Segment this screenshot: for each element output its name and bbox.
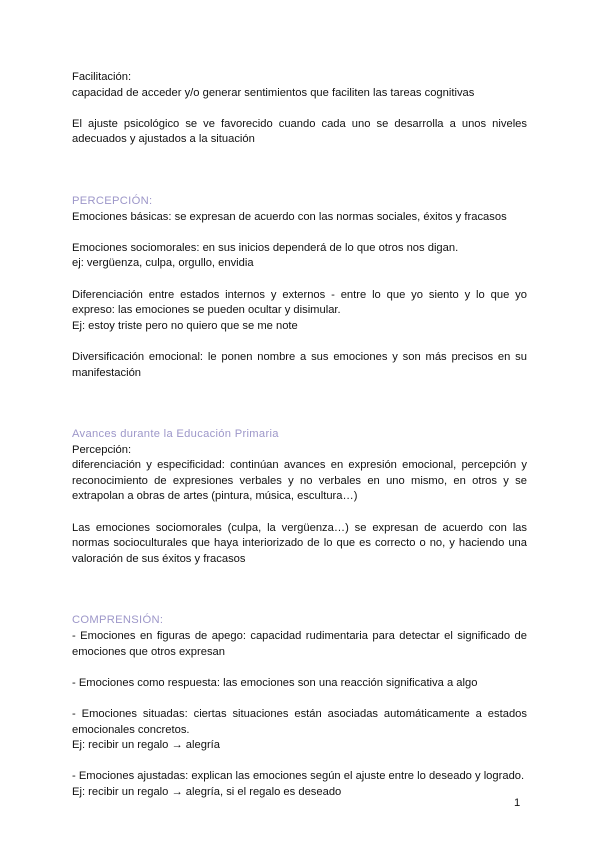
emociones-apego: - Emociones en figuras de apego: capacidad rudimentaria para detectar el significado de emociones que otros expresan <box>72 630 527 658</box>
percepcion-heading: PERCEPCIÓN: <box>72 194 153 207</box>
diferenciacion-example: Ej: estoy triste pero no quiero que se me note <box>72 319 298 332</box>
emociones-sociomorales-example: ej: vergüenza, culpa, orgullo, envidia <box>72 257 254 270</box>
ajuste-paragraph: El ajuste psicológico se ve favorecido cuando cada uno se desarrolla a unos niveles adecuados y ajustados a la situación <box>72 117 527 146</box>
facilitacion-definition: capacidad de acceder y/o generar sentimientos que faciliten las tareas cognitivas <box>72 86 475 99</box>
emociones-situadas-example: Ej: recibir un regalo → alegría <box>72 739 220 752</box>
diversificacion-paragraph: Diversificación emocional: le ponen nombre a sus emociones y son más precisos en su manifestación <box>72 350 527 379</box>
diferenciacion-paragraph: Diferenciación entre estados internos y externos - entre lo que yo siento y lo que yo expreso: las emociones se pueden ocultar y disimular. <box>72 288 527 317</box>
avances-sociomorales: Las emociones sociomorales (culpa, la vergüenza…) se expresan de acuerdo con las normas socioculturales que haya interiorizado de lo que es correcto o no, y haciendo una valoración de sus éxitos y fracasos <box>72 521 527 565</box>
avances-diferenciacion: diferenciación y especificidad: continúan avances en expresión emocional, percepción y reconocimiento de expresiones verbales y no verbales en uno mismo, en otros y se extrapolan a obras de artes (pintura, música, escultura…) <box>72 459 527 503</box>
emociones-ajustadas-example: Ej: recibir un regalo → alegría, si el regalo es deseado <box>72 785 342 798</box>
emociones-ajustadas: - Emociones ajustadas: explican las emociones según el ajuste entre lo deseado y logrado. <box>72 770 525 783</box>
emociones-situadas: - Emociones situadas: ciertas situaciones están asociadas automáticamente a estados emocionales concretos. <box>72 708 527 736</box>
emociones-sociomorales: Emociones sociomorales: en sus inicios dependerá de lo que otros nos digan. <box>72 241 459 254</box>
avances-subtitle: Percepción: <box>72 443 132 456</box>
facilitacion-title: Facilitación: <box>72 71 132 83</box>
emociones-respuesta: - Emociones como respuesta: las emociones son una reacción significativa a algo <box>72 676 478 689</box>
avances-heading: Avances durante la Educación Primaria <box>72 428 279 441</box>
page-number: 1 <box>514 797 521 809</box>
comprension-heading: COMPRENSIÓN: <box>72 614 164 627</box>
emociones-basicas: Emociones básicas: se expresan de acuerdo con las normas sociales, éxitos y fracasos <box>72 210 507 223</box>
document-page <box>72 70 527 801</box>
